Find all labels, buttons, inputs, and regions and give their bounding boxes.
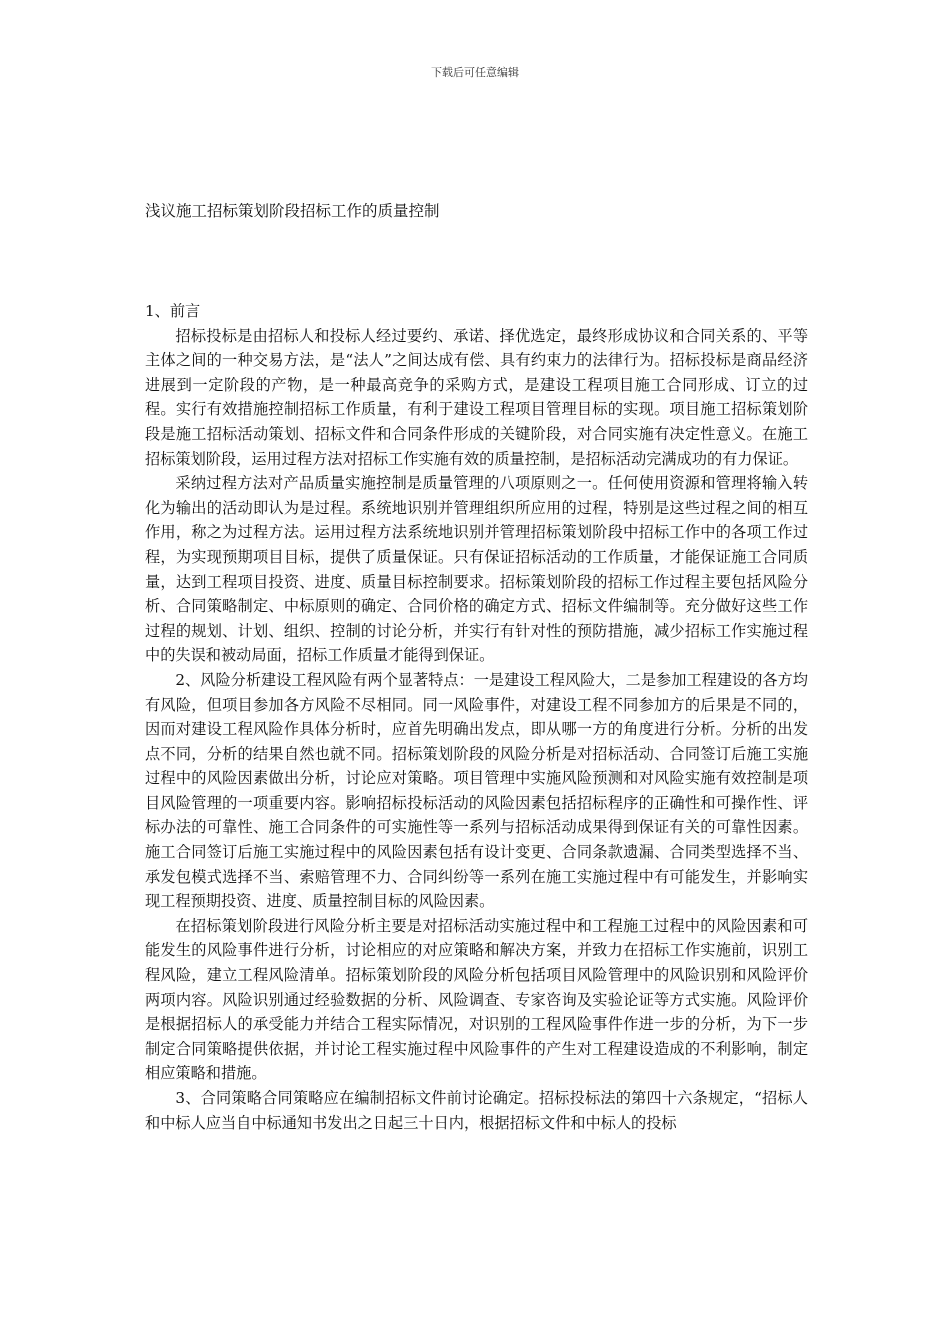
- paragraph: 在招标策划阶段进行风险分析主要是对招标活动实施过程中和工程施工过程中的风险因素和可能发生的风险事件进行分析，讨论相应的对应策略和解决方案，并致力在招标工作实施前，识别工程风险，建立工程风险清单。招标策划阶段的风险分析包括项目风险管理中的风险识别和风险评价两项内容。风险识别通过经验数据的分析、风险调查、专家咨询及实验论证等方式实施。风险评价是根据招标人的承受能力并结合工程实际情况，对识别的工程风险事件作进一步的分析，为下一步制定合同策略提供依据，并讨论工程实施过程中风险事件的产生对工程建设造成的不利影响，制定相应策略和措施。: [145, 916, 808, 1083]
- section-heading-preface: 1、前言: [145, 302, 201, 320]
- document-body: [145, 299, 808, 1135]
- document-title: 浅议施工招标策划阶段招标工作的质量控制: [145, 202, 440, 220]
- page-header-note: 下载后可任意编辑: [431, 66, 519, 79]
- paragraph: 招标投标是由招标人和投标人经过要约、承诺、择优选定，最终形成协议和合同关系的、平等主体之间的一种交易方法，是“法人”之间达成有偿、具有约束力的法律行为。招标投标是商品经济进展到一定阶段的产物，是一种最高竞争的采购方式，是建设工程项目施工合同形成、订立的过程。实行有效措施控制招标工作质量，有利于建设工程项目管理目标的实现。项目施工招标策划阶段是施工招标活动策划、招标文件和合同条件形成的关键阶段，对合同实施有决定性意义。在施工招标策划阶段，运用过程方法对招标工作实施有效的质量控制，是招标活动完满成功的有力保证。: [145, 326, 808, 468]
- paragraph: 采纳过程方法对产品质量实施控制是质量管理的八项原则之一。任何使用资源和管理将输入转化为输出的活动即认为是过程。系统地识别并管理组织所应用的过程，特别是这些过程之间的相互作用，称之为过程方法。运用过程方法系统地识别并管理招标策划阶段中招标工作中的各项工作过程，为实现预期项目目标，提供了质量保证。只有保证招标活动的工作质量，才能保证施工合同质量，达到工程项目投资、进度、质量目标控制要求。招标策划阶段的招标工作过程主要包括风险分析、合同策略制定、中标原则的确定、合同价格的确定方式、招标文件编制等。充分做好这些工作过程的规划、计划、组织、控制的讨论分析，并实行有针对性的预防措施，减少招标工作实施过程中的失误和被动局面，招标工作质量才能得到保证。: [145, 474, 808, 665]
- paragraph: 3、合同策略合同策略应在编制招标文件前讨论确定。招标投标法的第四十六条规定，“招标人和中标人应当自中标通知书发出之日起三十日内，根据招标文件和中标人的投标: [145, 1089, 808, 1132]
- paragraph: 2、风险分析建设工程风险有两个显著特点：一是建设工程风险大，二是参加工程建设的各方均有风险，但项目参加各方风险不尽相同。同一风险事件，对建设工程不同参加方的后果是不同的，因而对建设工程风险作具体分析时，应首先明确出发点，即从哪一方的角度进行分析。分析的出发点不同，分析的结果自然也就不同。招标策划阶段的风险分析是对招标活动、合同签订后施工实施过程中的风险因素做出分析，讨论应对策略。项目管理中实施风险预测和对风险实施有效控制是项目风险管理的一项重要内容。影响招标投标活动的风险因素包括招标程序的正确性和可操作性、评标办法的可靠性、施工合同条件的可实施性等一系列与招标活动成果得到保证有关的可靠性因素。施工合同签订后施工实施过程中的风险因素包括有设计变更、合同条款遗漏、合同类型选择不当、承发包模式选择不当、索赔管理不力、合同纠纷等一系列在施工实施过程中有可能发生，并影响实现工程预期投资、进度、质量控制目标的风险因素。: [145, 670, 808, 911]
